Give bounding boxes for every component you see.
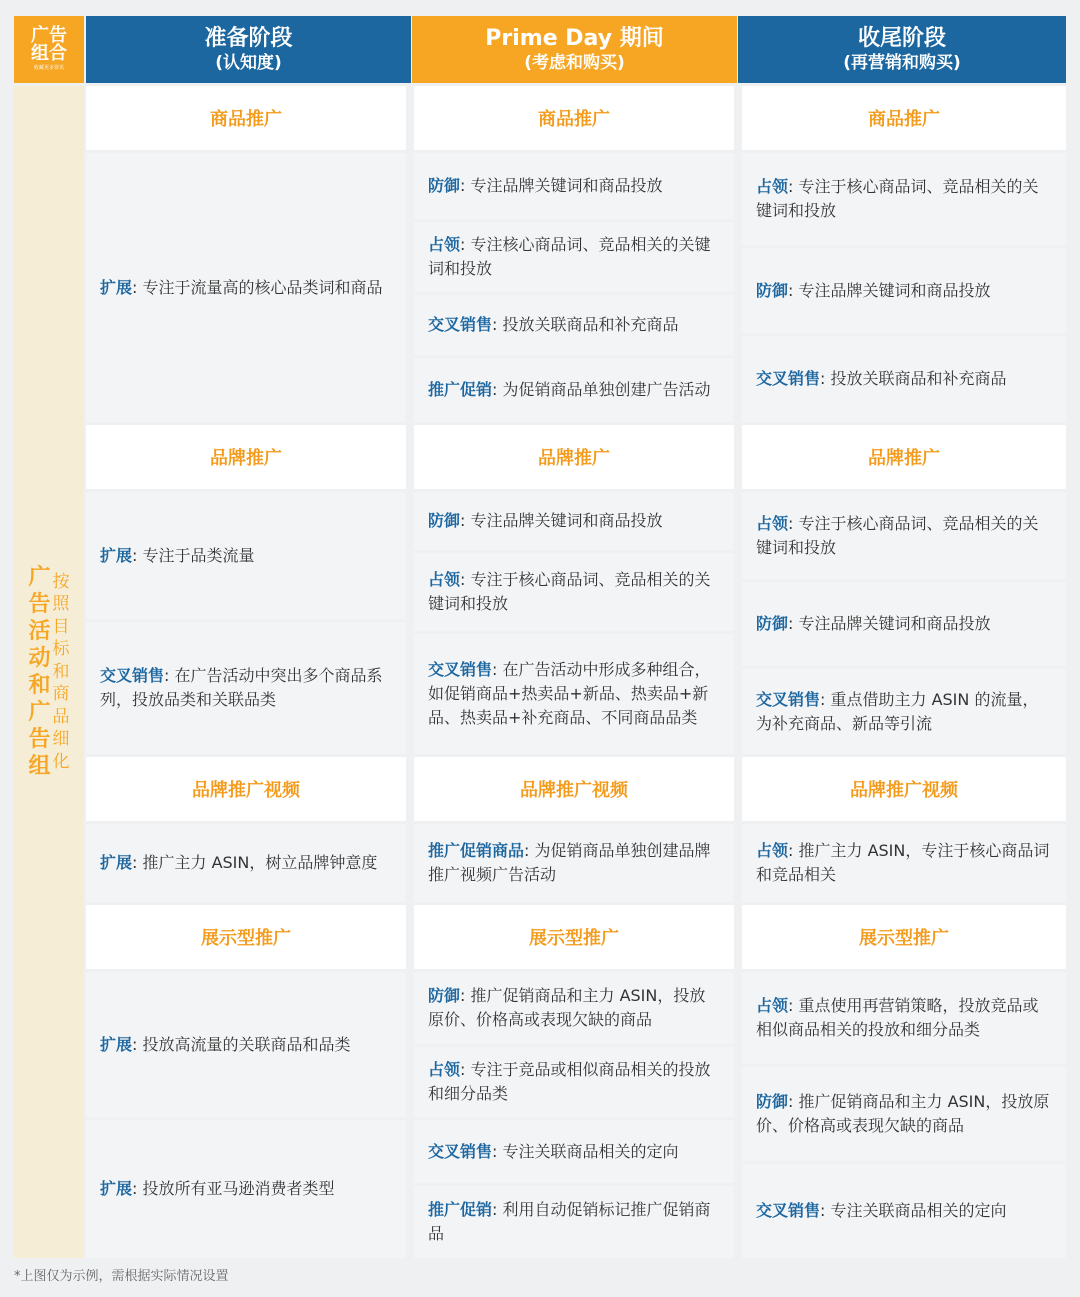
cell-text: 交叉销售: 专注关联商品相关的定向 xyxy=(428,1141,679,1161)
section-title-sbv-col3: 品牌推广视频 xyxy=(742,757,1066,821)
cell-sd-col2-3 xyxy=(414,1186,734,1258)
cell-text: 扩展: 专注于品类流量 xyxy=(100,545,255,565)
cell-sb-col1-1 xyxy=(86,622,406,754)
sidebar-sub-char: 目 xyxy=(52,616,70,637)
section-title-sb-col2: 品牌推广 xyxy=(414,425,734,489)
section-title-sp-col3: 商品推广 xyxy=(742,86,1066,150)
cell-sp-col2-3 xyxy=(414,358,734,422)
header-col2-title: Prime Day 期间 xyxy=(485,25,664,51)
sidebar-sub-char: 细 xyxy=(52,729,70,750)
sidebar-main-char: 广 xyxy=(28,565,51,590)
cell-text: 扩展: 投放所有亚马逊消费者类型 xyxy=(100,1179,335,1198)
sidebar-sub-char: 标 xyxy=(52,639,70,660)
sidebar-sub-char: 按 xyxy=(52,571,70,592)
corner-sub: 收藏更多资讯 xyxy=(33,65,64,71)
sidebar-sub-label xyxy=(53,571,70,774)
cell-sb-col3-1 xyxy=(742,582,1066,666)
sidebar-main-char: 广 xyxy=(28,700,51,725)
header-corner xyxy=(14,16,84,83)
cell-sd-col1-1 xyxy=(86,1120,406,1258)
cell-text: 扩展: 专注于流量高的核心品类词和商品 xyxy=(100,277,383,297)
cell-text: 防御: 专注品牌关键词和商品投放 xyxy=(756,614,991,633)
footnote: *上图仅为示例，需根据实际情况设置 xyxy=(14,1269,229,1284)
cell-text: 占领: 推广主力 ASIN，专注于核心商品词和竞品相关 xyxy=(756,841,1050,884)
section-title-sd-col3: 展示型推广 xyxy=(742,905,1066,969)
section-title-sd-col2: 展示型推广 xyxy=(414,905,734,969)
cell-text: 占领: 专注于核心商品词、竞品相关的关键词和投放 xyxy=(428,570,711,613)
cell-sp-col2-2 xyxy=(414,295,734,355)
cell-sb-col2-2 xyxy=(414,634,734,754)
row-header-sidebar xyxy=(14,86,84,1258)
cell-sp-col1-0 xyxy=(86,153,406,422)
cell-sp-col3-2 xyxy=(742,336,1066,422)
corner-line2: 组合 xyxy=(31,43,67,64)
cell-sb-col2-0 xyxy=(414,492,734,550)
cell-text: 占领: 专注于核心商品词、竞品相关的关键词和投放 xyxy=(756,177,1039,220)
cell-text: 防御: 专注品牌关键词和商品投放 xyxy=(756,280,991,300)
cell-sd-col2-0 xyxy=(414,972,734,1044)
cell-sd-col2-2 xyxy=(414,1120,734,1183)
cell-sb-col3-0 xyxy=(742,492,1066,579)
sidebar-main-char: 活 xyxy=(28,619,51,644)
cell-text: 防御: 推广促销商品和主力 ASIN，投放原价、价格高或表现欠缺的商品 xyxy=(428,986,706,1029)
sidebar-main-char: 动 xyxy=(28,646,51,671)
header-prime-day xyxy=(412,16,737,83)
section-title-sbv-col1: 品牌推广视频 xyxy=(86,757,406,821)
sidebar-sub-char: 品 xyxy=(52,706,70,727)
cell-sd-col3-1 xyxy=(742,1067,1066,1161)
cell-text: 推广促销: 利用自动促销标记推广促销商品 xyxy=(428,1200,711,1243)
cell-text: 防御: 推广促销商品和主力 ASIN，投放原价、价格高或表现欠缺的商品 xyxy=(756,1092,1050,1135)
cell-text: 交叉销售: 在广告活动中突出多个商品系列，投放品类和关联品类 xyxy=(100,666,383,709)
cell-sd-col1-0 xyxy=(86,972,406,1117)
cell-sd-col3-2 xyxy=(742,1164,1066,1258)
cell-text: 防御: 专注品牌关键词和商品投放 xyxy=(428,176,663,195)
header-prep-stage xyxy=(86,16,411,83)
cell-sd-col2-1 xyxy=(414,1047,734,1117)
cell-text: 扩展: 投放高流量的关联商品和品类 xyxy=(100,1034,351,1054)
cell-sp-col2-0 xyxy=(414,153,734,219)
cell-text: 扩展: 推广主力 ASIN，树立品牌钟意度 xyxy=(100,853,378,872)
cell-text: 交叉销售: 专注关联商品相关的定向 xyxy=(756,1201,1007,1220)
cell-text: 交叉销售: 投放关联商品和补充商品 xyxy=(428,315,679,334)
sidebar-sub-char: 照 xyxy=(52,594,70,615)
cell-sd-col3-0 xyxy=(742,972,1066,1064)
cell-text: 占领: 重点使用再营销策略，投放竞品或相似商品相关的投放和细分品类 xyxy=(756,996,1039,1039)
cell-text: 交叉销售: 重点借助主力 ASIN 的流量，为补充商品、新品等引流 xyxy=(756,689,1039,733)
sidebar-main-char: 和 xyxy=(28,673,51,698)
header-col1-sub: (认知度) xyxy=(215,52,282,73)
cell-text: 交叉销售: 投放关联商品和补充商品 xyxy=(756,369,1007,388)
cell-text: 推广促销商品: 为促销商品单独创建品牌推广视频广告活动 xyxy=(428,841,711,884)
cell-sb-col2-1 xyxy=(414,553,734,631)
sidebar-main-label xyxy=(28,564,50,780)
section-title-sb-col3: 品牌推广 xyxy=(742,425,1066,489)
cell-sp-col3-1 xyxy=(742,248,1066,333)
section-title-sp-col1: 商品推广 xyxy=(86,86,406,150)
cell-sbv-col1-0 xyxy=(86,824,406,902)
cell-text: 防御: 专注品牌关键词和商品投放 xyxy=(428,511,663,530)
corner-line1: 广告 xyxy=(31,25,67,46)
cell-sb-col1-0 xyxy=(86,492,406,619)
cell-sp-col3-0 xyxy=(742,153,1066,245)
header-col1-title: 准备阶段 xyxy=(204,25,293,51)
sidebar-main-char: 组 xyxy=(28,754,51,779)
cell-sb-col3-2 xyxy=(742,669,1066,754)
section-title-sbv-col2: 品牌推广视频 xyxy=(414,757,734,821)
section-title-sb-col1: 品牌推广 xyxy=(86,425,406,489)
cell-text: 推广促销: 为促销商品单独创建广告活动 xyxy=(428,380,711,399)
cell-text: 占领: 专注核心商品词、竞品相关的关键词和投放 xyxy=(428,235,711,278)
sidebar-main-char: 告 xyxy=(28,727,51,752)
cell-sp-col2-1 xyxy=(414,222,734,292)
cell-text: 占领: 专注于核心商品词、竞品相关的关键词和投放 xyxy=(756,513,1039,557)
cell-text: 占领: 专注于竞品或相似商品相关的投放和细分品类 xyxy=(428,1060,711,1103)
sidebar-sub-char: 化 xyxy=(52,751,70,772)
section-title-sd-col1: 展示型推广 xyxy=(86,905,406,969)
cell-text: 交叉销售: 在广告活动中形成多种组合，如促销商品+热卖品+新品、热卖品+新品、热卖品+补充商品、不同商品品类 xyxy=(428,660,711,727)
cell-sbv-col3-0 xyxy=(742,824,1066,902)
sidebar-main-char: 告 xyxy=(28,592,51,617)
header-closing-stage xyxy=(738,16,1066,83)
header-col2-sub: (考虑和购买) xyxy=(524,52,625,73)
section-title-sp-col2: 商品推广 xyxy=(414,86,734,150)
header-col3-sub: (再营销和购买) xyxy=(843,52,961,73)
header-col3-title: 收尾阶段 xyxy=(857,25,946,51)
cell-sbv-col2-0 xyxy=(414,824,734,902)
sidebar-sub-char: 商 xyxy=(52,684,70,705)
sidebar-sub-char: 和 xyxy=(52,661,70,682)
